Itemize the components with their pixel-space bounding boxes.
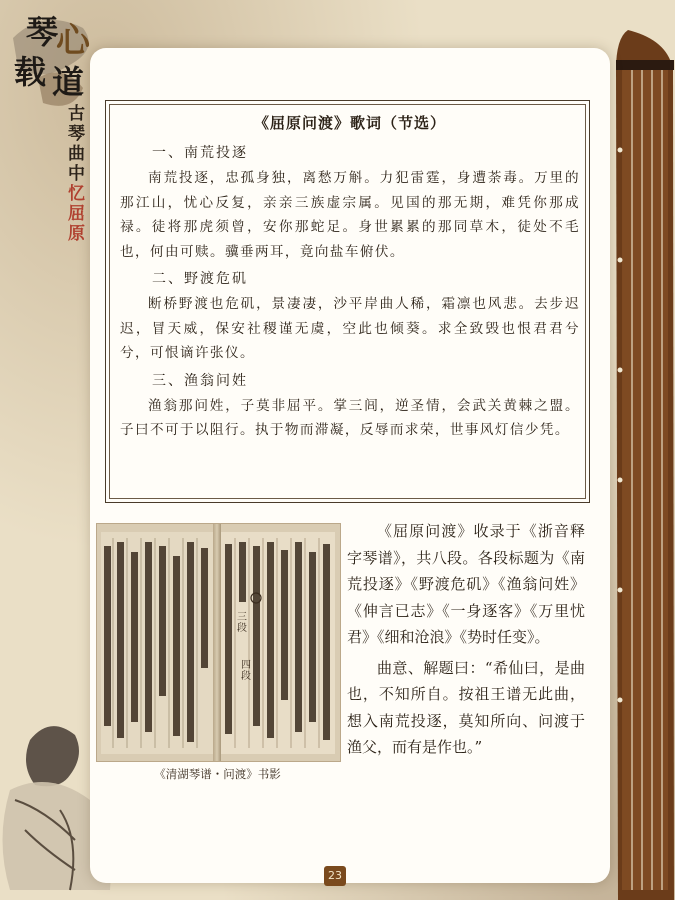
guqin-decoration [608,30,675,900]
section-heading: 二、野渡危矶 [152,271,248,287]
book-label-sijia: 四段 [241,660,251,682]
section-text: 南荒投逐，忠孤身独，离愁万斛。力犯雷霆，身遭荼毒。万里的那江山，忧心反复，亲亲三族虚宗属。见国的那无期，难凭你那成禄。徒将那虎须曾，安你那蛇足。身世累累的那同草木，徒处不毛也，何由可赎。骥垂两耳，竟向盐车俯伏。 [120,170,580,260]
photo-caption: 《清湖琴谱・问渡》书影 [154,767,281,781]
lyrics-title: 《屈原问渡》歌词（节选） [253,114,446,132]
brand-title [8,8,94,248]
book-right-page [221,532,335,754]
brand-subtitle-a: 古琴曲中 [68,104,85,184]
body-paragraph-1: 《屈原问渡》收录于《浙音释字琴谱》，共八段。各段标题为《南荒投逐》《野渡危矶》《渔翁问姓》《伸言已志》《一身逐客》《万里忧君》《细和沧浪》《势时任变》。 [347,522,585,646]
book-label-sanduan: 三段 [237,612,247,634]
book-right-columns [221,532,335,754]
page-number: 23 [324,866,346,886]
section-heading: 一、南荒投逐 [152,145,248,161]
lyrics-box [120,112,580,447]
book-left-columns [101,532,213,754]
brand-char-dao: 道 [52,63,85,101]
book-gutter [213,524,221,761]
body-paragraph-2: 曲意、解题曰：“希仙曰，是曲也，不知所自。按祖王谱无此曲，想入南荒投逐，莫知所向、问渡于渔父，而有是作也。” [347,658,585,756]
section-heading: 三、渔翁问姓 [152,372,248,389]
brand-char-xin: 心 [56,21,90,61]
brand-subtitle-b: 忆屈原 [68,184,85,244]
brand-char-zai: 载 [14,53,47,91]
book-left-page [101,532,213,754]
section-text: 渔翁那问姓，子莫非屈平。掌三闾，逆圣情，会武关黄棘之盟。子曰不可于以阻行。执于物而滞凝，反辱而求荣，世事风灯信少凭。 [120,397,580,438]
book-photo [96,523,341,762]
body-text [347,518,585,761]
section-text: 断桥野渡也危矶，景凄凄，沙平岸曲人稀，霜凛也风悲。去步迟迟，冒天威，保安社稷谨无虞，空此也倾葵。求全致毁也恨君君兮兮，可恨谪许张仪。 [120,296,580,361]
brand-subtitle [68,104,88,244]
brand-char-qin: 琴 [26,13,59,51]
